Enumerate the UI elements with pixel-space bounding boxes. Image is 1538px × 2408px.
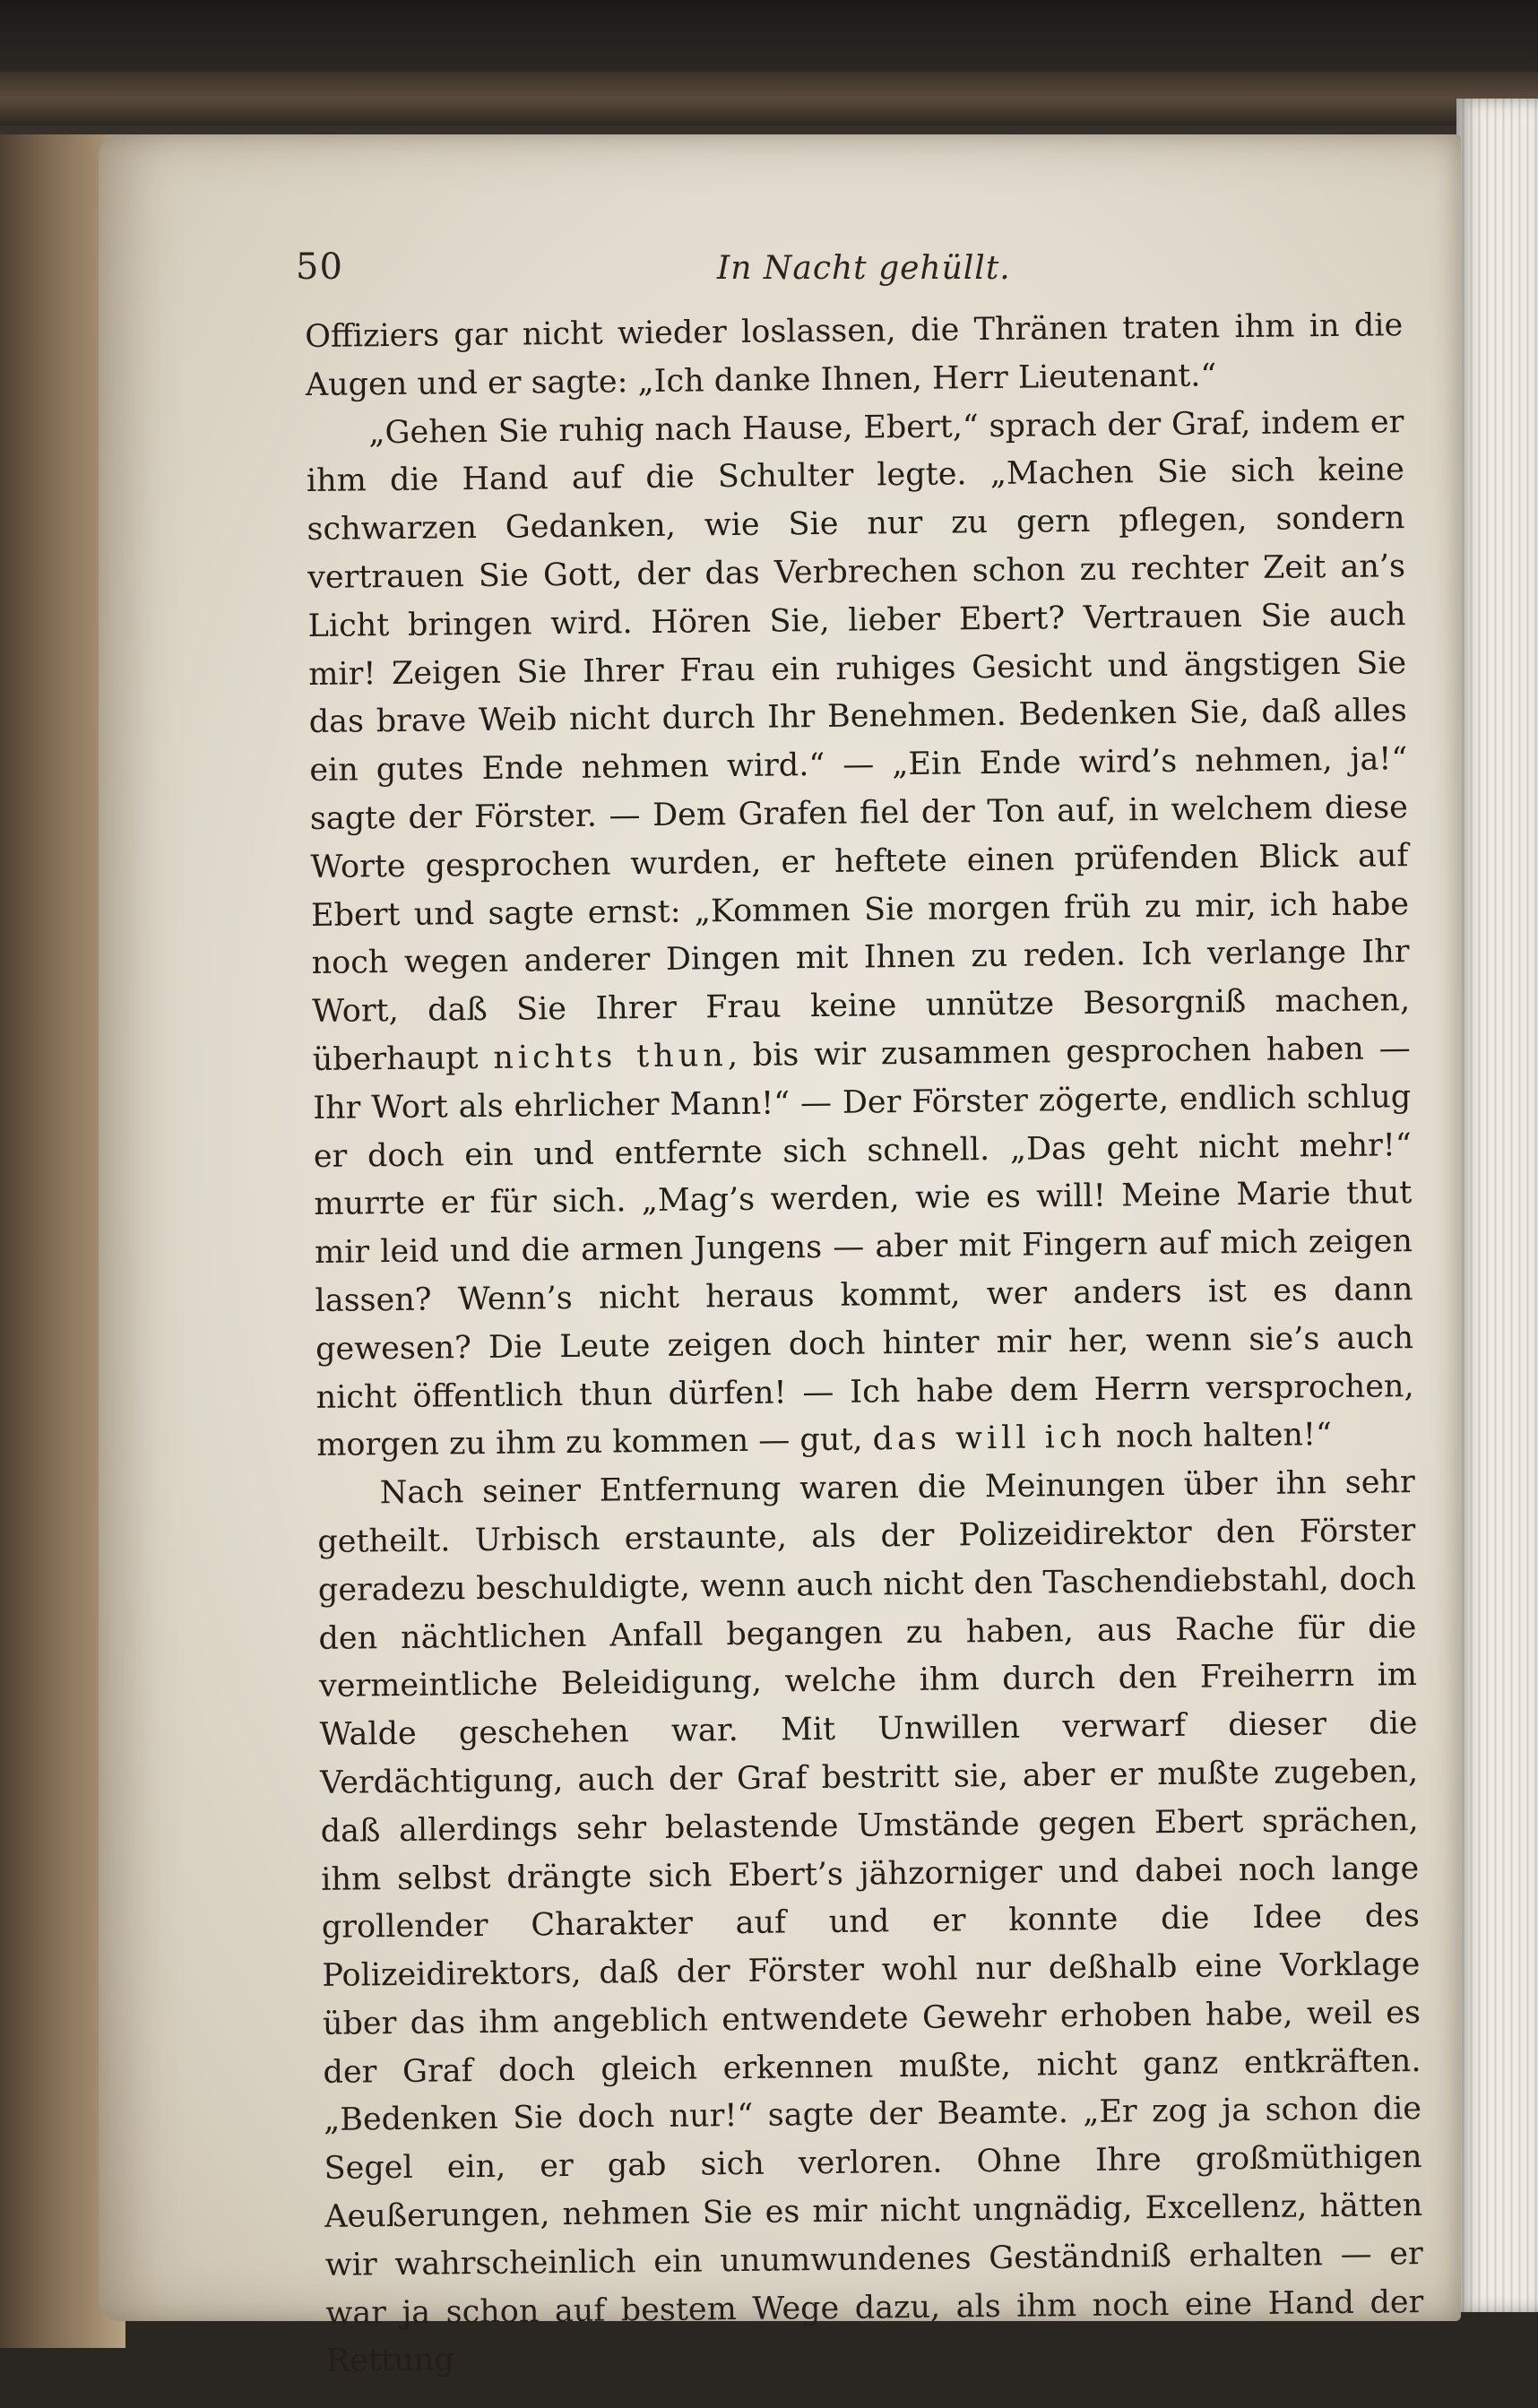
paragraph-2-part-3: noch halten!“ xyxy=(1105,1417,1333,1456)
emphasis-spaced-1: nichts thun xyxy=(493,1038,729,1076)
paragraph-2-part-1: „Gehen Sie ruhig nach Hause, Ebert,“ sprach der Graf, indem er ihm die Hand auf die Schulter legte. „Machen Sie sich keine schwarzen Gedanken, wie Sie nur zu gern pflegen, sondern vertrauen Sie Gott, der das Verbrechen schon zu rechter Zeit an’s Licht bringen wird. Hören Sie, lieber Ebert? Vertrauen Sie auch mir! Zeigen Sie Ihrer Frau ein ruhiges Gesicht und ängstigen Sie das brave Weib nicht durch Ihr Benehmen. Bedenken Sie, daß alles ein gutes Ende nehmen wird.“ — „Ein Ende wird’s nehmen, ja!“ sagte der Förster. — Dem Grafen fiel der Ton auf, in welchem diese Worte gesprochen wurden, er heftete einen prüfenden Blick auf Ebert und sagte ernst: „Kommen Sie morgen früh zu mir, ich habe noch wegen anderer Dingen mit Ihnen zu reden. Ich verlange Ihr Wort, daß Sie Ihrer Frau keine unnütze Besorgniß machen, überhaupt xyxy=(306,403,1411,1078)
paragraph-3: Nach seiner Entfernung waren die Meinungen über ihn sehr getheilt. Urbisch erstaunte, als der Polizeidirektor den Förster geradezu beschuldigte, wenn auch nicht den Taschendiebstahl, doch den nächtlichen Anfall begangen zu haben, aus Rache für die vermeintliche Beleidigung, welche ihm durch den Freiherrn im Walde geschehen war. Mit Unwillen verwarf dieser die Verdächtigung, auch der Graf bestritt sie, aber er mußte zugeben, daß allerdings sehr belastende Umstände gegen Ebert sprächen, ihm selbst drängte sich Ebert’s jähzorniger und dabei noch lange grollender Charakter auf und er konnte die Idee des Polizeidirektors, daß der Förster wohl nur deßhalb eine Vorklage über das ihm angeblich entwendete Gewehr erhoben habe, weil es der Graf doch gleich erkennen mußte, nicht ganz entkräften. „Bedenken Sie doch nur!“ sagte der Beamte. „Er zog ja schon die Segel ein, er gab sich verloren. Ohne Ihre großmüthigen Aeußerungen, nehmen Sie es mir nicht ungnädig, Excellenz, hätten wir wahrscheinlich ein unumwundenes Geständniß erhalten — er war ja schon auf bestem Wege dazu, als ihm noch eine Hand der Rettung xyxy=(317,1464,1424,2380)
paragraph-2-part-2: , bis wir zusammen gesprochen haben — Ihr Wort als ehrlicher Mann!“ — Der Förster zögerte, endlich schlug er doch ein und entfernte sich schnell. „Das geht nicht mehr!“ murrte er für sich. „Mag’s werden, wie es will! Meine Marie thut mir leid und die armen Jungens — aber mit Fingern auf mich zeigen lassen? Wenn’s nicht heraus kommt, wer anders ist es dann gewesen? Die Leute zeigen doch hinter mir her, wenn sie’s auch nicht öffentlich thun dürfen! — Ich habe dem Herrn versprochen, morgen zu ihm zu kommen — gut, xyxy=(313,1031,1414,1464)
paragraph-2 xyxy=(306,399,1414,1471)
book-right-leaves xyxy=(1456,99,1538,2312)
body-text xyxy=(305,302,1424,2386)
page-header xyxy=(296,246,1394,300)
paragraph-1: Offiziers gar nicht wieder loslassen, die Thränen traten ihm in die Augen und er sagte: „Ich danke Ihnen, Herr Lieutenant.“ xyxy=(305,307,1404,403)
page-number: 50 xyxy=(296,246,343,288)
emphasis-spaced-2: das will ich xyxy=(872,1420,1107,1458)
book-top-edge xyxy=(0,72,1538,125)
running-head: In Nacht gehüllt. xyxy=(717,250,1011,287)
